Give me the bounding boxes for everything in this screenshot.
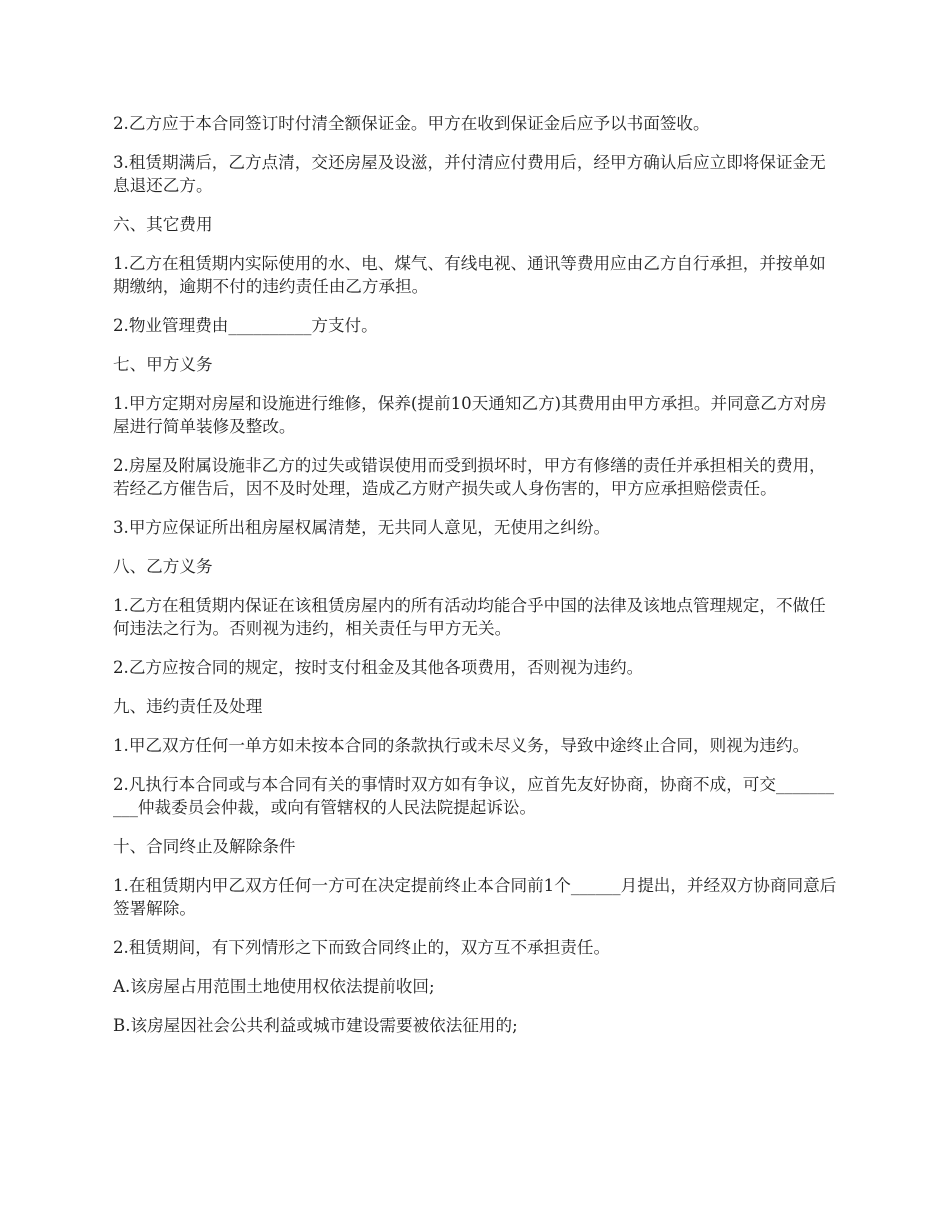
section-heading-party-a-obligations: 七、甲方义务	[113, 355, 213, 374]
section-heading-termination: 十、合同终止及解除条件	[113, 837, 296, 856]
paragraph-lawful-activity: 1.乙方在租赁期内保证在该租赁房屋内的所有活动均能合乎中国的法律及该地点管理规定，不做任何违法之行为。否则视为违约，相关责任与甲方无关。	[113, 596, 826, 638]
paragraph-deposit-refund: 3.租赁期满后，乙方点清，交还房屋及设滋，并付清应付费用后，经甲方确认后应立即将保证金无息退还乙方。	[113, 153, 826, 195]
paragraph-dispute-resolution: 2.凡执行本合同或与本合同有关的事情时双方如有争议，应首先友好协商，协商不成，可交__________仲裁委员会仲裁，或向有管辖权的人民法院提起诉讼。	[113, 775, 835, 817]
paragraph-breach-definition: 1.甲乙双方任何一单方如未按本合同的条款执行或未尽义务，导致中途终止合同，则视为违约。	[113, 736, 810, 755]
paragraph-ownership: 3.甲方应保证所出租房屋权属清楚，无共同人意见，无使用之纠纷。	[113, 518, 611, 537]
section-heading-party-b-obligations: 八、乙方义务	[113, 557, 213, 576]
paragraph-deposit-payment: 2.乙方应于本合同签订时付清全额保证金。甲方在收到保证金后应予以书面签收。	[113, 114, 710, 133]
list-item-a: A.该房屋占用范围土地使用权依法提前收回;	[113, 977, 435, 996]
paragraph-rent-payment: 2.乙方应按合同的规定，按时支付租金及其他各项费用，否则视为违约。	[113, 658, 644, 677]
paragraph-utility-fees: 1.乙方在租赁期内实际使用的水、电、煤气、有线电视、通讯等费用应由乙方自行承担，并按单如期缴纳，逾期不付的违约责任由乙方承担。	[113, 254, 826, 296]
paragraph-early-termination: 1.在租赁期内甲乙双方任何一方可在决定提前终止本合同前1个______月提出，并经双方协商同意后签署解除。	[113, 876, 837, 918]
paragraph-property-fee: 2.物业管理费由__________方支付。	[113, 316, 378, 335]
list-item-b: B.该房屋因社会公共利益或城市建设需要被依法征用的;	[113, 1016, 518, 1035]
paragraph-maintenance: 1.甲方定期对房屋和设施进行维修，保养(提前10天通知乙方)其费用由甲方承担。并同意乙方对房屋进行简单装修及整改。	[113, 394, 827, 436]
paragraph-no-liability: 2.租赁期间，有下列情形之下而致合同终止的，双方互不承担责任。	[113, 938, 611, 957]
section-heading-other-fees: 六、其它费用	[113, 215, 213, 234]
document-body	[113, 112, 841, 1037]
paragraph-repair-liability: 2.房屋及附属设施非乙方的过失或错误使用而受到损坏时，甲方有修缮的责任并承担相关的费用，若经乙方催告后，因不及时处理，造成乙方财产损失或人身伤害的，甲方应承担赔偿责任。	[113, 456, 826, 498]
section-heading-breach: 九、违约责任及处理	[113, 697, 263, 716]
